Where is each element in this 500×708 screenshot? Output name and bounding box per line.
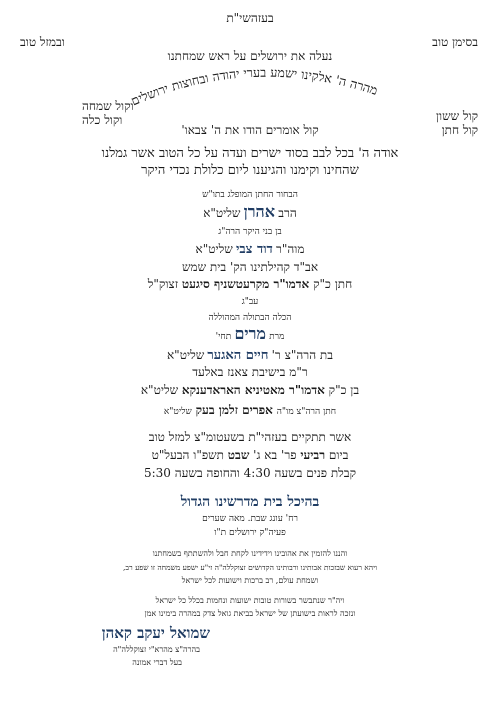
groom-father-prefix: מוה"ר — [275, 242, 305, 256]
verse-line: נעלה את ירושלים על ראש שמחתנו — [167, 49, 333, 63]
invite-line-3: ושמחת עולם, רב ברכות וישועות לכל ישראל — [181, 576, 319, 585]
bride-prefix: מרת — [269, 332, 285, 342]
bride-name-line — [0, 324, 500, 347]
signature-line-2: בעל דברי אמונה — [132, 658, 182, 667]
right-sound-2: קול חתן — [441, 123, 478, 137]
bride-father-name: חיים האגער — [207, 348, 269, 363]
groom-father-line — [0, 241, 500, 259]
event-line2-post: תשפ"ו הבעל"ט — [151, 448, 224, 462]
groom-father-role: אב"ד קהילתינו הק' בית שמש — [181, 260, 319, 274]
svg-text:מהרה ה' אלקינו ישמע בערי יהודה — [129, 65, 380, 109]
groom-son-of: בן בני היקר הרה"ג — [218, 227, 282, 237]
groom-lineage-pre: חתן כ"ק — [313, 277, 353, 291]
groom-name: אהרן — [243, 202, 276, 221]
event-day: רביעי — [300, 448, 326, 462]
intro-line-1: אודה ה' בכל לבב בסוד ישרים ועדה על כל הטוב אשר גמלנו — [101, 146, 399, 161]
event-times: קבלת פנים בשעה 4:30 והחופה בשעה 5:30 — [143, 466, 357, 480]
groom-im: עב"ג — [241, 297, 259, 307]
venue-address: רח' עונג שבת. מאה שערים — [202, 514, 298, 524]
venue-name: בהיכל בית מדרשינו הגדול — [180, 494, 320, 510]
groom-prefix: הרב — [278, 206, 297, 220]
groom-title: הבחור החתן המופלג בתו"ש — [202, 190, 298, 200]
bride-father-line — [0, 347, 500, 365]
bride-other-suffix: שליט"א — [163, 407, 192, 417]
left-blessing: ובמזל טוב — [20, 35, 65, 49]
groom-lineage-name: אדמו"ר מקרעטשניף סיגעט — [181, 277, 310, 291]
bride-grandfather — [0, 384, 500, 397]
right-sound-1: קול ששון — [435, 109, 478, 123]
event-line-1: אשר תתקיים בעזהי"ת בשעטומ"צ למזל טוב — [148, 430, 352, 444]
invite-line-1: והננו להזמין את אהובינו וידידינו לקחת חבל ולהשתתף בשמחתנו — [152, 549, 348, 558]
bsd-header: בעזהשי"ת — [226, 11, 274, 25]
bride-suffix: תחי' — [215, 332, 232, 342]
arched-verse-text: מהרה ה' אלקינו ישמע בערי יהודה ובחוצות ירושלים — [128, 64, 380, 109]
event-line2-mid: פר' בא ג' — [253, 448, 297, 462]
left-sound-1: וקול שמחה — [82, 99, 134, 113]
bride-grandfather-pre: בן כ"ק — [328, 383, 360, 397]
invite-line-2: ויהא רעוא שבזכות אבותינו ורבותינו הקדושים זצוקללה"ה זי"ע ישפע משמחה זו שפע רב, — [123, 563, 377, 572]
bride-father-suffix: שליט"א — [166, 348, 205, 362]
left-sound-2: וקול כלה — [82, 113, 123, 127]
bride-grandfather-suffix: שליט"א — [140, 383, 179, 397]
bride-other — [0, 404, 500, 419]
intro-line-2: שהחינו וקימנו והגיענו ליום כלולת נכדי היקר — [141, 163, 359, 178]
wish-line-2: ונזכה לראות בישועתן של ישראל בביאת גואל צדק במהרה בימינו אמן — [144, 609, 356, 618]
event-line2-pre: ביום — [328, 448, 349, 462]
wish-line-1: ויה"ר שנתבשר בשורות טובות ישועות ונחמות בכלל כל ישראל — [155, 596, 345, 605]
signature-name: שמואל יעקב קאהן — [101, 624, 210, 642]
bride-father-pre: בת הרה"צ ר' — [271, 348, 334, 362]
bride-grandfather-name: אדמו"ר מאטיניא הארא — [212, 383, 325, 397]
groom-father-suffix: שליט"א — [195, 242, 233, 256]
bride-name: מרים — [234, 324, 266, 343]
groom-father-name: דוד צבי — [235, 242, 273, 257]
groom-name-line — [0, 202, 500, 225]
event-line-2 — [0, 449, 500, 462]
right-blessing: בסימן טוב — [432, 35, 478, 49]
arched-verse — [0, 0, 500, 140]
praise-line: קול אומרים הודו את ה' צבאו' — [181, 123, 319, 137]
bride-title: הכלה הבתולה המהוללה — [208, 313, 292, 323]
groom-lineage-post: זצוק"ל — [147, 277, 179, 291]
signature-line-1: בהרה"צ מהרא"י זצוקללה"ה — [113, 645, 200, 654]
bride-grandfather-extra: דענקא — [181, 383, 213, 397]
bride-father-role: ר"מ בישיבת צאנז באלעד — [192, 365, 308, 379]
venue-city: פעיה"ק ירושלים ת"ו — [214, 528, 286, 538]
event-month: שבט — [227, 448, 250, 462]
groom-lineage — [0, 278, 500, 291]
bride-other-pre: חתן הרה"צ מו"ה — [276, 407, 337, 417]
groom-suffix: שליט"א — [203, 206, 241, 220]
bride-other-name: אפרים זלמן בעק — [195, 403, 273, 417]
